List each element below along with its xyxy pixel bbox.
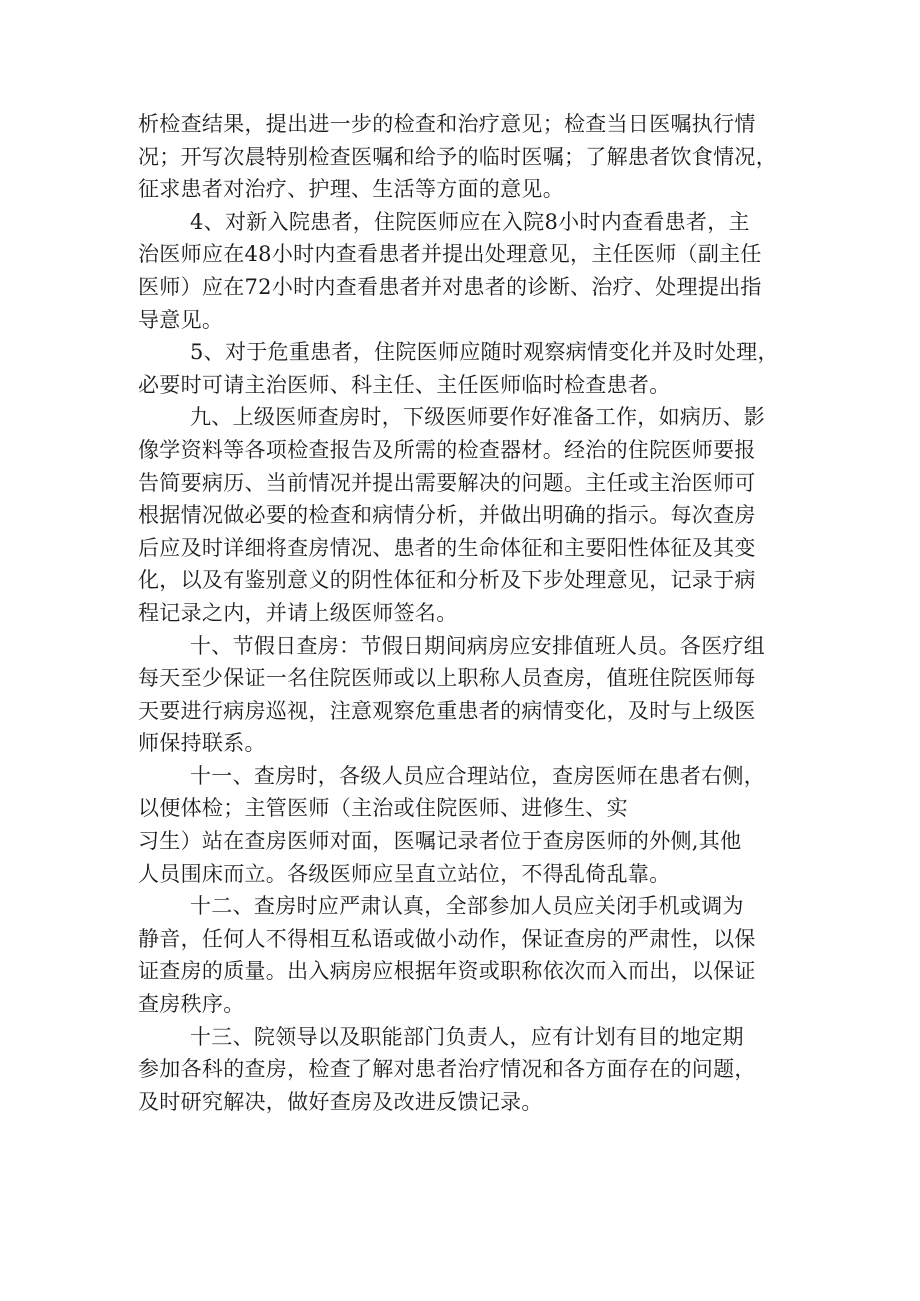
text-line: 证查房的质量。出入病房应根据年资或职称依次而入而出，以保证 [138,959,756,984]
paragraph-continued-results [138,108,818,206]
text-line: 以便体检；主管医师（主治或住院医师、进修生、实 [138,796,628,821]
text-line: 程记录之内，并请上级医师签名。 [138,600,458,625]
text-line: 及时研究解决，做好查房及改进反馈记录。 [138,1089,543,1114]
text-line: 天要进行病房巡视，注意观察危重患者的病情变化，及时与上级医 [138,698,756,723]
text-line: 静音，任何人不得相互私语或做小动作，保证查房的严肃性，以保 [138,926,756,951]
paragraph-critical-patients [138,336,818,401]
text-line: 告简要病历、当前情况并提出需要解决的问题。主任或主治医师可 [138,470,756,495]
text-line: 析检查结果，提出进一步的检查和治疗意见；检查当日医嘱执行情 [138,112,756,136]
text-line: 参加各科的查房，检查了解对患者治疗情况和各方面存在的问题， [138,1057,756,1082]
text-line: 查房秩序。 [138,992,245,1017]
paragraph-holiday-rounds [138,630,818,760]
text-line: 十二、查房时应严肃认真，全部参加人员应关闭手机或调为 [190,894,744,919]
text-line: 导意见。 [138,307,224,332]
text-line: 况；开写次晨特别检查医嘱和给予的临时医嘱；了解患者饮食情况， [138,144,777,169]
paragraph-leadership-rounds [138,1021,818,1119]
text-line: 征求患者对治疗、护理、生活等方面的意见。 [138,177,564,202]
text-line: 医师）应在72小时内查看患者并对患者的诊断、治疗、处理提出指 [138,274,762,299]
text-line: 每天至少保证一名住院医师或以上职称人员查房，值班住院医师每 [138,666,756,691]
paragraph-serious-conduct [138,890,818,1020]
paragraph-standing-positions [138,760,818,890]
text-line: 根据情况做必要的检查和病情分析，并做出明确的指示。每次查房 [138,503,756,528]
text-line: 人员围床而立。各级医师应呈直立站位，不得乱倚乱靠。 [138,861,671,886]
text-line: 十一、查房时，各级人员应合理站位，查房医师在患者右侧， [190,763,766,788]
text-line: 4、对新入院患者，住院医师应在入院8小时内查看患者，主 [190,209,750,234]
text-line: 治医师应在48小时内查看患者并提出处理意见，主任医师（副主任 [138,242,762,267]
text-line: 5、对于危重患者，住院医师应随时观察病情变化并及时处理， [190,340,779,365]
text-line: 必要时可请主治医师、科主任、主任医师临时检查患者。 [138,372,671,397]
paragraph-new-admission [138,206,818,336]
paragraph-senior-rounds [138,401,818,629]
text-line: 师保持联系。 [138,731,266,756]
document-body [138,108,818,1118]
text-line: 十三、院领导以及职能部门负责人，应有计划有目的地定期 [190,1024,744,1049]
text-line: 十、节假日查房：节假日期间病房应安排值班人员。各医疗组 [190,633,766,658]
text-line: 习生）站在查房医师对面，医嘱记录者位于查房医师的外侧,其他 [138,829,742,854]
text-line: 化，以及有鉴别意义的阴性体征和分析及下步处理意见，记录于病 [138,568,756,593]
text-line: 像学资料等各项检查报告及所需的检查器材。经治的住院医师要报 [138,437,756,462]
text-line: 九、上级医师查房时，下级医师要作好准备工作，如病历、影 [190,405,766,430]
text-line: 后应及时详细将查房情况、患者的生命体征和主要阳性体征及其变 [138,535,756,560]
